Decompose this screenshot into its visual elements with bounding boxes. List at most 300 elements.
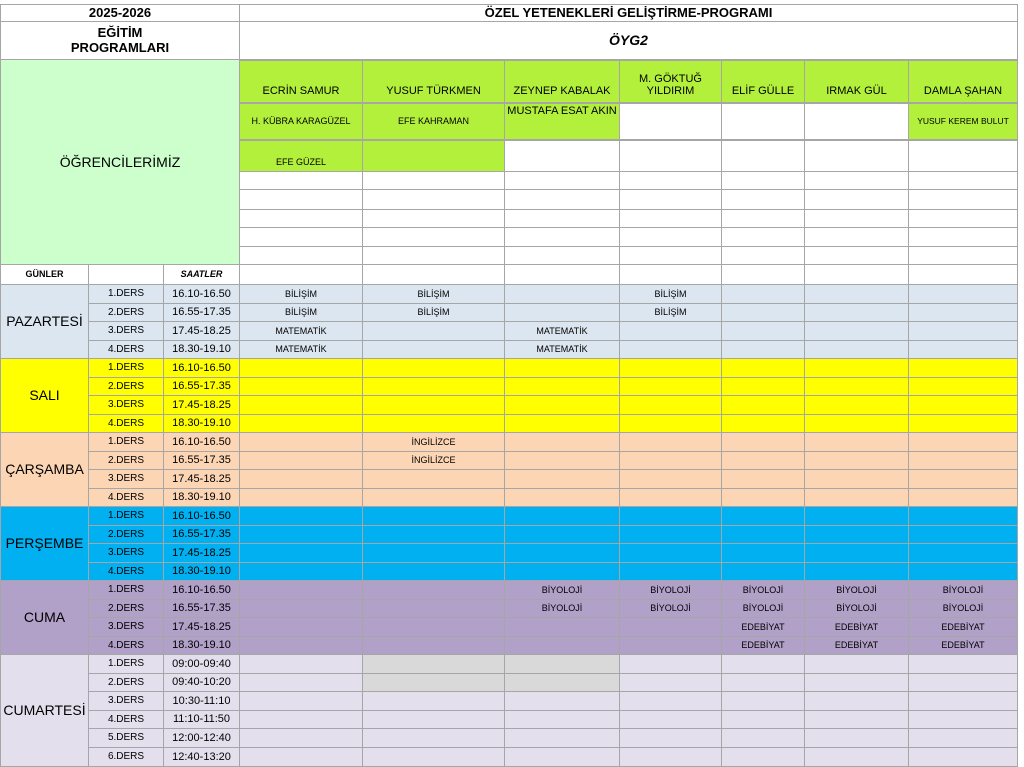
schedule-cell[interactable] (620, 526, 722, 544)
schedule-cell[interactable] (909, 692, 1018, 711)
schedule-cell[interactable] (620, 415, 722, 433)
lesson-no[interactable]: 4.DERS (89, 711, 164, 729)
schedule-cell[interactable]: BİYOLOJİ (620, 581, 722, 600)
schedule-cell[interactable] (240, 526, 363, 544)
schedule-cell[interactable]: BİLİŞİM (620, 304, 722, 322)
schedule-cell[interactable] (363, 470, 505, 489)
schedule-cell[interactable] (722, 433, 805, 452)
lesson-no[interactable]: 1.DERS (89, 507, 164, 526)
schedule-cell[interactable] (909, 748, 1018, 767)
lesson-no[interactable]: 4.DERS (89, 637, 164, 655)
empty-cell[interactable] (363, 172, 505, 190)
schedule-cell[interactable] (805, 341, 909, 359)
schedule-cell[interactable] (240, 711, 363, 729)
student-cell[interactable]: EFE GÜZEL (240, 140, 363, 172)
student-cell[interactable] (620, 103, 722, 140)
schedule-cell[interactable] (805, 359, 909, 378)
empty-cell[interactable] (505, 190, 620, 210)
schedule-cell[interactable] (363, 655, 505, 674)
empty-cell[interactable] (909, 247, 1018, 265)
empty-cell[interactable] (805, 247, 909, 265)
lesson-no[interactable]: 1.DERS (89, 581, 164, 600)
schedule-cell[interactable] (363, 322, 505, 341)
schedule-cell[interactable] (722, 470, 805, 489)
schedule-cell[interactable]: BİLİŞİM (363, 304, 505, 322)
student-cell[interactable]: ELİF GÜLLE (722, 60, 805, 103)
schedule-cell[interactable]: BİLİŞİM (240, 304, 363, 322)
empty-cell[interactable] (505, 247, 620, 265)
hours-header[interactable]: SAATLER (164, 265, 240, 285)
lesson-no[interactable]: 3.DERS (89, 322, 164, 341)
schedule-cell[interactable]: BİYOLOJİ (909, 581, 1018, 600)
schedule-cell[interactable]: EDEBİYAT (805, 637, 909, 655)
schedule-cell[interactable] (505, 452, 620, 470)
schedule-cell[interactable]: EDEBİYAT (722, 618, 805, 637)
empty-cell[interactable] (505, 210, 620, 228)
empty-cell[interactable] (722, 265, 805, 285)
programs-cell[interactable]: EĞİTİM PROGRAMLARI (0, 22, 240, 60)
lesson-time[interactable]: 17.45-18.25 (164, 396, 240, 415)
schedule-cell[interactable]: BİLİŞİM (620, 285, 722, 304)
student-cell[interactable]: IRMAK GÜL (805, 60, 909, 103)
schedule-cell[interactable] (805, 415, 909, 433)
schedule-cell[interactable] (909, 507, 1018, 526)
schedule-cell[interactable] (505, 711, 620, 729)
student-cell[interactable] (805, 103, 909, 140)
lesson-time[interactable]: 17.45-18.25 (164, 544, 240, 563)
lesson-no[interactable]: 1.DERS (89, 433, 164, 452)
schedule-cell[interactable] (240, 396, 363, 415)
student-cell[interactable]: YUSUF KEREM BULUT (909, 103, 1018, 140)
student-cell[interactable] (909, 140, 1018, 172)
schedule-cell[interactable] (722, 655, 805, 674)
schedule-cell[interactable] (240, 600, 363, 618)
lesson-no[interactable]: 1.DERS (89, 359, 164, 378)
empty-cell[interactable] (722, 210, 805, 228)
schedule-cell[interactable] (363, 600, 505, 618)
lesson-time[interactable]: 18.30-19.10 (164, 563, 240, 581)
empty-cell[interactable] (722, 228, 805, 247)
program-title[interactable]: ÖZEL YETENEKLERİ GELİŞTİRME-PROGRAMI (240, 4, 1018, 22)
schedule-cell[interactable] (909, 544, 1018, 563)
schedule-cell[interactable] (620, 748, 722, 767)
student-cell[interactable] (620, 140, 722, 172)
schedule-cell[interactable] (240, 692, 363, 711)
schedule-cell[interactable] (620, 637, 722, 655)
schedule-cell[interactable] (505, 470, 620, 489)
student-cell[interactable] (363, 140, 505, 172)
schedule-cell[interactable] (805, 285, 909, 304)
lesson-time[interactable]: 10:30-11:10 (164, 692, 240, 711)
schedule-cell[interactable] (909, 415, 1018, 433)
day-cell-5[interactable]: CUMARTESİ (0, 655, 89, 767)
schedule-cell[interactable] (805, 452, 909, 470)
schedule-cell[interactable] (620, 692, 722, 711)
schedule-cell[interactable] (363, 637, 505, 655)
schedule-cell[interactable] (620, 396, 722, 415)
schedule-cell[interactable] (805, 711, 909, 729)
empty-cell[interactable] (909, 210, 1018, 228)
empty-cell[interactable] (240, 265, 363, 285)
schedule-cell[interactable] (620, 452, 722, 470)
schedule-cell[interactable] (909, 526, 1018, 544)
empty-cell[interactable] (620, 190, 722, 210)
no-header[interactable] (89, 265, 164, 285)
empty-cell[interactable] (240, 172, 363, 190)
schedule-cell[interactable] (363, 618, 505, 637)
empty-cell[interactable] (620, 247, 722, 265)
schedule-cell[interactable] (805, 655, 909, 674)
empty-cell[interactable] (909, 265, 1018, 285)
schedule-cell[interactable] (363, 415, 505, 433)
schedule-cell[interactable] (722, 692, 805, 711)
empty-cell[interactable] (363, 190, 505, 210)
schedule-cell[interactable] (240, 507, 363, 526)
schedule-cell[interactable] (722, 396, 805, 415)
schedule-cell[interactable] (505, 674, 620, 692)
schedule-cell[interactable] (240, 359, 363, 378)
schedule-cell[interactable] (805, 322, 909, 341)
schedule-cell[interactable] (240, 581, 363, 600)
schedule-cell[interactable] (909, 655, 1018, 674)
lesson-time[interactable]: 09:40-10:20 (164, 674, 240, 692)
lesson-time[interactable]: 18.30-19.10 (164, 637, 240, 655)
empty-cell[interactable] (505, 228, 620, 247)
student-cell[interactable] (805, 140, 909, 172)
empty-cell[interactable] (909, 172, 1018, 190)
schedule-cell[interactable]: EDEBİYAT (722, 637, 805, 655)
empty-cell[interactable] (363, 210, 505, 228)
empty-cell[interactable] (722, 190, 805, 210)
schedule-cell[interactable] (722, 285, 805, 304)
schedule-cell[interactable] (505, 544, 620, 563)
lesson-time[interactable]: 18.30-19.10 (164, 415, 240, 433)
schedule-cell[interactable] (363, 359, 505, 378)
lesson-no[interactable]: 1.DERS (89, 655, 164, 674)
empty-cell[interactable] (722, 247, 805, 265)
lesson-no[interactable]: 4.DERS (89, 415, 164, 433)
day-cell-1[interactable]: SALI (0, 359, 89, 433)
schedule-cell[interactable] (805, 489, 909, 507)
lesson-time[interactable]: 16.10-16.50 (164, 359, 240, 378)
schedule-cell[interactable] (909, 729, 1018, 748)
empty-cell[interactable] (363, 265, 505, 285)
schedule-cell[interactable]: BİYOLOJİ (505, 600, 620, 618)
schedule-cell[interactable] (722, 563, 805, 581)
lesson-time[interactable]: 16.10-16.50 (164, 433, 240, 452)
schedule-cell[interactable] (505, 729, 620, 748)
schedule-cell[interactable]: BİLİŞİM (363, 285, 505, 304)
schedule-cell[interactable] (909, 563, 1018, 581)
schedule-cell[interactable]: BİYOLOJİ (722, 581, 805, 600)
schedule-cell[interactable] (505, 618, 620, 637)
schedule-cell[interactable] (240, 470, 363, 489)
schedule-cell[interactable] (505, 692, 620, 711)
empty-cell[interactable] (909, 228, 1018, 247)
lesson-time[interactable]: 12:40-13:20 (164, 748, 240, 767)
schedule-cell[interactable] (620, 544, 722, 563)
schedule-cell[interactable]: MATEMATİK (505, 322, 620, 341)
empty-cell[interactable] (620, 210, 722, 228)
schedule-cell[interactable] (505, 489, 620, 507)
empty-cell[interactable] (505, 172, 620, 190)
lesson-time[interactable]: 16.55-17.35 (164, 378, 240, 396)
schedule-cell[interactable] (363, 729, 505, 748)
day-cell-4[interactable]: CUMA (0, 581, 89, 655)
schedule-cell[interactable] (505, 433, 620, 452)
lesson-time[interactable]: 12:00-12:40 (164, 729, 240, 748)
empty-cell[interactable] (722, 172, 805, 190)
schedule-cell[interactable] (620, 378, 722, 396)
schedule-cell[interactable] (722, 526, 805, 544)
schedule-cell[interactable] (620, 507, 722, 526)
schedule-cell[interactable] (620, 729, 722, 748)
schedule-cell[interactable]: İNGİLİZCE (363, 452, 505, 470)
schedule-cell[interactable] (505, 359, 620, 378)
schedule-cell[interactable]: MATEMATİK (240, 341, 363, 359)
lesson-time[interactable]: 18.30-19.10 (164, 341, 240, 359)
empty-cell[interactable] (363, 247, 505, 265)
day-cell-3[interactable]: PERŞEMBE (0, 507, 89, 581)
schedule-cell[interactable] (240, 452, 363, 470)
schedule-cell[interactable] (805, 304, 909, 322)
student-cell[interactable]: ECRİN SAMUR (240, 60, 363, 103)
schedule-cell[interactable] (909, 359, 1018, 378)
schedule-cell[interactable] (805, 378, 909, 396)
lesson-no[interactable]: 2.DERS (89, 674, 164, 692)
schedule-cell[interactable] (722, 507, 805, 526)
student-cell[interactable]: DAMLA ŞAHAN (909, 60, 1018, 103)
lesson-no[interactable]: 1.DERS (89, 285, 164, 304)
schedule-cell[interactable] (805, 748, 909, 767)
schedule-cell[interactable] (620, 489, 722, 507)
empty-cell[interactable] (805, 228, 909, 247)
schedule-cell[interactable] (722, 415, 805, 433)
lesson-no[interactable]: 3.DERS (89, 396, 164, 415)
schedule-cell[interactable] (909, 378, 1018, 396)
student-cell[interactable] (505, 140, 620, 172)
schedule-cell[interactable] (805, 544, 909, 563)
empty-cell[interactable] (620, 228, 722, 247)
lesson-time[interactable]: 11:10-11:50 (164, 711, 240, 729)
schedule-cell[interactable] (909, 489, 1018, 507)
schedule-cell[interactable] (805, 470, 909, 489)
schedule-cell[interactable] (240, 415, 363, 433)
schedule-cell[interactable] (722, 748, 805, 767)
schedule-cell[interactable] (240, 544, 363, 563)
schedule-cell[interactable]: İNGİLİZCE (363, 433, 505, 452)
schedule-cell[interactable] (240, 618, 363, 637)
empty-cell[interactable] (363, 228, 505, 247)
schedule-cell[interactable] (505, 396, 620, 415)
empty-cell[interactable] (240, 190, 363, 210)
empty-cell[interactable] (620, 265, 722, 285)
schedule-cell[interactable] (805, 729, 909, 748)
schedule-cell[interactable] (620, 470, 722, 489)
lesson-time[interactable]: 17.45-18.25 (164, 322, 240, 341)
schedule-cell[interactable] (363, 396, 505, 415)
lesson-time[interactable]: 16.55-17.35 (164, 526, 240, 544)
lesson-time[interactable]: 16.55-17.35 (164, 304, 240, 322)
schedule-cell[interactable] (909, 322, 1018, 341)
lesson-no[interactable]: 6.DERS (89, 748, 164, 767)
day-cell-2[interactable]: ÇARŞAMBA (0, 433, 89, 507)
schedule-cell[interactable] (805, 507, 909, 526)
schedule-cell[interactable]: BİLİŞİM (240, 285, 363, 304)
schedule-cell[interactable] (505, 304, 620, 322)
lesson-no[interactable]: 5.DERS (89, 729, 164, 748)
schedule-cell[interactable] (620, 341, 722, 359)
schedule-cell[interactable] (805, 526, 909, 544)
schedule-cell[interactable] (722, 359, 805, 378)
lesson-no[interactable]: 3.DERS (89, 470, 164, 489)
lesson-no[interactable]: 2.DERS (89, 600, 164, 618)
empty-cell[interactable] (805, 172, 909, 190)
schedule-cell[interactable] (620, 322, 722, 341)
schedule-cell[interactable] (240, 378, 363, 396)
schedule-cell[interactable] (722, 322, 805, 341)
schedule-cell[interactable] (240, 489, 363, 507)
lesson-time[interactable]: 17.45-18.25 (164, 470, 240, 489)
schedule-cell[interactable] (505, 415, 620, 433)
schedule-cell[interactable]: BİYOLOJİ (909, 600, 1018, 618)
schedule-cell[interactable] (620, 711, 722, 729)
schedule-cell[interactable] (505, 507, 620, 526)
year-cell[interactable]: 2025-2026 (0, 4, 240, 22)
lesson-no[interactable]: 2.DERS (89, 452, 164, 470)
schedule-cell[interactable] (722, 341, 805, 359)
schedule-cell[interactable]: BİYOLOJİ (505, 581, 620, 600)
schedule-cell[interactable]: BİYOLOJİ (620, 600, 722, 618)
schedule-cell[interactable] (909, 304, 1018, 322)
schedule-cell[interactable] (363, 692, 505, 711)
schedule-cell[interactable] (505, 526, 620, 544)
lesson-time[interactable]: 16.10-16.50 (164, 507, 240, 526)
empty-cell[interactable] (805, 190, 909, 210)
schedule-cell[interactable]: BİYOLOJİ (805, 600, 909, 618)
schedule-cell[interactable]: BİYOLOJİ (805, 581, 909, 600)
schedule-cell[interactable]: MATEMATİK (505, 341, 620, 359)
empty-cell[interactable] (805, 210, 909, 228)
schedule-cell[interactable] (805, 433, 909, 452)
lesson-time[interactable]: 16.10-16.50 (164, 285, 240, 304)
schedule-cell[interactable] (722, 452, 805, 470)
empty-cell[interactable] (240, 210, 363, 228)
schedule-cell[interactable] (363, 563, 505, 581)
schedule-cell[interactable] (909, 433, 1018, 452)
empty-cell[interactable] (240, 228, 363, 247)
days-header[interactable]: GÜNLER (0, 265, 89, 285)
schedule-cell[interactable] (363, 378, 505, 396)
schedule-cell[interactable] (620, 618, 722, 637)
empty-cell[interactable] (909, 190, 1018, 210)
schedule-cell[interactable] (240, 748, 363, 767)
student-cell[interactable]: M. GÖKTUĞ YILDIRIM (620, 60, 722, 103)
student-cell[interactable] (722, 103, 805, 140)
empty-cell[interactable] (620, 172, 722, 190)
student-cell[interactable]: YUSUF TÜRKMEN (363, 60, 505, 103)
schedule-cell[interactable] (722, 674, 805, 692)
schedule-cell[interactable] (805, 396, 909, 415)
schedule-cell[interactable] (722, 544, 805, 563)
schedule-cell[interactable] (240, 655, 363, 674)
students-label[interactable]: ÖĞRENCİLERİMİZ (0, 60, 240, 265)
lesson-no[interactable]: 2.DERS (89, 304, 164, 322)
schedule-cell[interactable] (240, 729, 363, 748)
empty-cell[interactable] (805, 265, 909, 285)
schedule-cell[interactable] (620, 655, 722, 674)
schedule-cell[interactable] (240, 674, 363, 692)
schedule-cell[interactable] (909, 396, 1018, 415)
lesson-no[interactable]: 4.DERS (89, 489, 164, 507)
schedule-cell[interactable] (240, 637, 363, 655)
lesson-time[interactable]: 17.45-18.25 (164, 618, 240, 637)
schedule-cell[interactable] (363, 674, 505, 692)
lesson-no[interactable]: 4.DERS (89, 341, 164, 359)
empty-cell[interactable] (505, 265, 620, 285)
schedule-cell[interactable] (363, 581, 505, 600)
lesson-no[interactable]: 4.DERS (89, 563, 164, 581)
schedule-cell[interactable] (909, 341, 1018, 359)
schedule-cell[interactable] (505, 378, 620, 396)
schedule-cell[interactable] (363, 711, 505, 729)
schedule-cell[interactable] (363, 544, 505, 563)
schedule-cell[interactable] (240, 433, 363, 452)
schedule-cell[interactable] (363, 507, 505, 526)
lesson-no[interactable]: 3.DERS (89, 618, 164, 637)
student-cell[interactable]: ZEYNEP KABALAK (505, 60, 620, 103)
lesson-time[interactable]: 16.55-17.35 (164, 452, 240, 470)
schedule-cell[interactable] (805, 674, 909, 692)
schedule-cell[interactable] (909, 452, 1018, 470)
student-cell[interactable] (722, 140, 805, 172)
lesson-time[interactable]: 16.55-17.35 (164, 600, 240, 618)
schedule-cell[interactable] (909, 674, 1018, 692)
schedule-cell[interactable] (505, 748, 620, 767)
schedule-cell[interactable] (805, 563, 909, 581)
schedule-cell[interactable] (240, 563, 363, 581)
schedule-cell[interactable] (363, 489, 505, 507)
student-cell[interactable]: MUSTAFA ESAT AKIN (505, 103, 620, 140)
schedule-cell[interactable] (805, 692, 909, 711)
schedule-cell[interactable] (909, 711, 1018, 729)
schedule-cell[interactable] (620, 563, 722, 581)
lesson-time[interactable]: 09:00-09:40 (164, 655, 240, 674)
schedule-cell[interactable]: MATEMATİK (240, 322, 363, 341)
schedule-cell[interactable] (722, 378, 805, 396)
schedule-cell[interactable] (722, 489, 805, 507)
schedule-cell[interactable] (620, 674, 722, 692)
schedule-cell[interactable] (505, 563, 620, 581)
lesson-no[interactable]: 3.DERS (89, 692, 164, 711)
schedule-cell[interactable] (909, 285, 1018, 304)
lesson-time[interactable]: 18.30-19.10 (164, 489, 240, 507)
schedule-cell[interactable] (505, 637, 620, 655)
schedule-cell[interactable]: EDEBİYAT (805, 618, 909, 637)
student-cell[interactable]: H. KÜBRA KARAGÜZEL (240, 103, 363, 140)
schedule-cell[interactable] (722, 711, 805, 729)
schedule-cell[interactable] (722, 304, 805, 322)
day-cell-0[interactable]: PAZARTESİ (0, 285, 89, 359)
schedule-cell[interactable] (505, 655, 620, 674)
schedule-cell[interactable]: BİYOLOJİ (722, 600, 805, 618)
group-title[interactable]: ÖYG2 (240, 22, 1018, 60)
lesson-time[interactable]: 16.10-16.50 (164, 581, 240, 600)
schedule-cell[interactable] (620, 359, 722, 378)
schedule-cell[interactable] (363, 526, 505, 544)
schedule-cell[interactable] (722, 729, 805, 748)
schedule-cell[interactable] (909, 470, 1018, 489)
